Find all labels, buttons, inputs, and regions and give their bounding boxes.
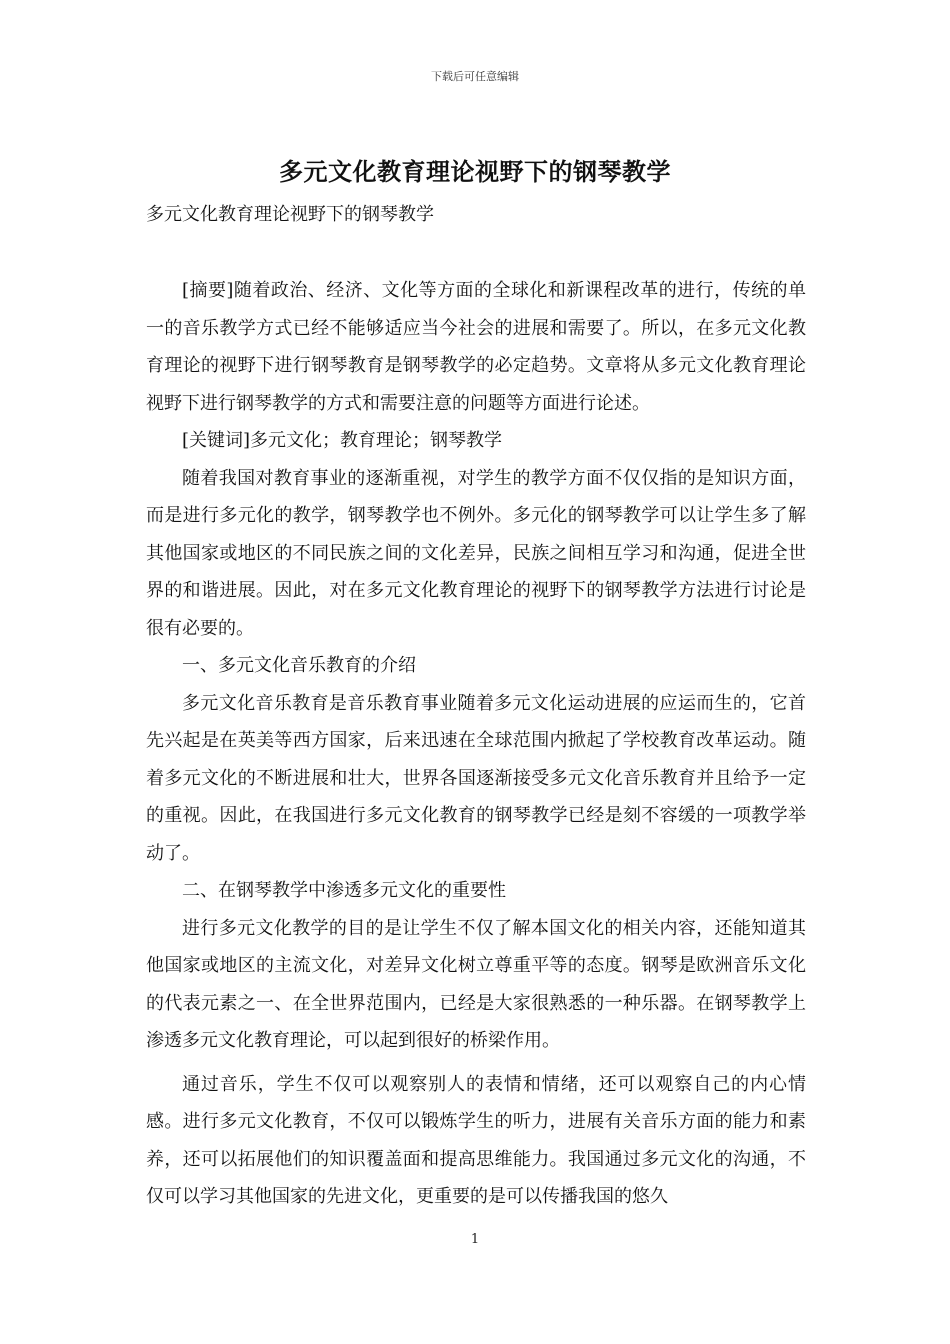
keywords-paragraph: [关键词]多元文化；教育理论；钢琴教学 bbox=[182, 430, 503, 451]
page-number: 1 bbox=[470, 1232, 480, 1247]
document-body bbox=[146, 272, 806, 1216]
page-header: 下载后可任意编辑 bbox=[431, 70, 519, 83]
intro-paragraph: 随着我国对教育事业的逐渐重视，对学生的教学方面不仅仅指的是知识方面，而是进行多元化的教学，钢琴教学也不例外。多元化的钢琴教学可以让学生多了解其他国家或地区的不同民族之间的文化差异，民族之间相互学习和沟通，促进全世界的和谐进展。因此，对在多元文化教育理论的视野下的钢琴教学方法进行讨论是很有必要的。 bbox=[146, 467, 806, 639]
section-1-paragraph: 多元文化音乐教育是音乐教育事业随着多元文化运动进展的应运而生的，它首先兴起是在英美等西方国家，后来迅速在全球范围内掀起了学校教育改革运动。随着多元文化的不断进展和壮大，世界各国逐渐接受多元文化音乐教育并且给予一定的重视。因此，在我国进行多元文化教育的钢琴教学已经是刻不容缓的一项教学举动了。 bbox=[146, 692, 806, 864]
document-subtitle: 多元文化教育理论视野下的钢琴教学 bbox=[146, 204, 434, 225]
section-2-paragraph-2: 通过音乐，学生不仅可以观察别人的表情和情绪，还可以观察自己的内心情感。进行多元文化教育，不仅可以锻炼学生的听力，进展有关音乐方面的能力和素养，还可以拓展他们的知识覆盖面和提高思维能力。我国通过多元文化的沟通，不仅可以学习其他国家的先进文化，更重要的是可以传播我国的悠久 bbox=[146, 1073, 806, 1207]
section-heading-2: 二、在钢琴教学中渗透多元文化的重要性 bbox=[182, 880, 506, 901]
section-heading-1: 一、多元文化音乐教育的介绍 bbox=[182, 655, 416, 676]
section-2-paragraph-1: 进行多元文化教学的目的是让学生不仅了解本国文化的相关内容，还能知道其他国家或地区的主流文化，对差异文化树立尊重平等的态度。钢琴是欧洲音乐文化的代表元素之一、在全世界范围内，已经是大家很熟悉的一种乐器。在钢琴教学上渗透多元文化教育理论，可以起到很好的桥梁作用。 bbox=[146, 917, 806, 1051]
document-title: 多元文化教育理论视野下的钢琴教学 bbox=[279, 157, 671, 186]
abstract-paragraph: [摘要]随着政治、经济、文化等方面的全球化和新课程改革的进行，传统的单一的音乐教学方式已经不能够适应当今社会的进展和需要了。所以，在多元文化教育理论的视野下进行钢琴教育是钢琴教学的必定趋势。文章将从多元文化教育理论视野下进行钢琴教学的方式和需要注意的问题等方面进行论述。 bbox=[146, 280, 806, 414]
